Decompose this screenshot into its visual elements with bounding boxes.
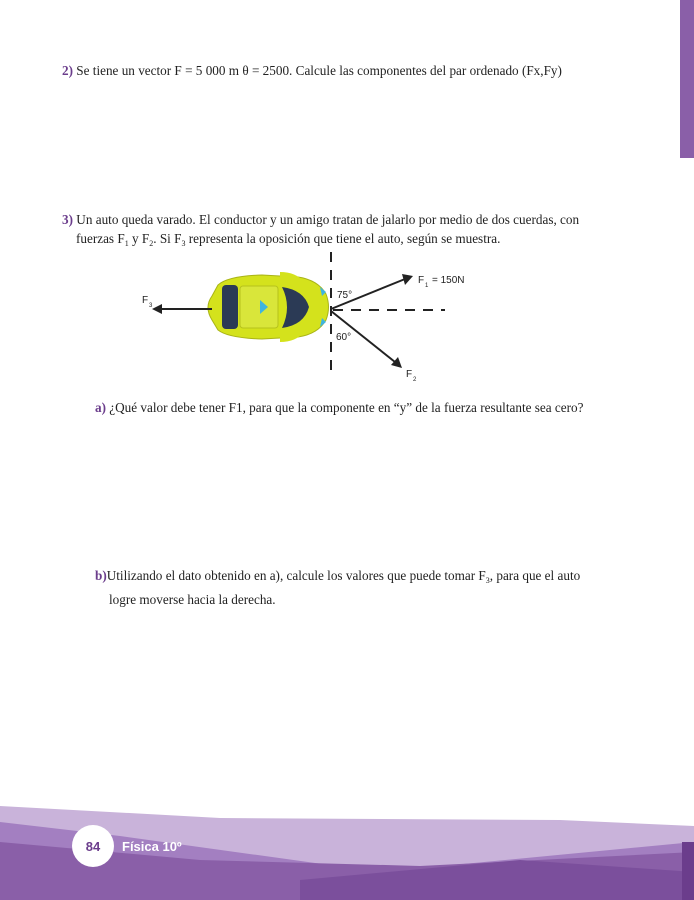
angle-60-label: 60°	[336, 332, 352, 343]
angle-75-label: 75°	[337, 290, 353, 301]
question-3b-line1-end: , para que el auto	[489, 568, 581, 583]
f3-label: F	[142, 295, 149, 306]
car-illustration	[208, 272, 329, 342]
question-3-line2: fuerzas $F_1$ y $F_2$. Si $F_3$ representa la oposición que tiene el auto, según se muestra.	[76, 231, 501, 248]
f2-subscript: 2	[413, 377, 417, 383]
f1-value: = 150N	[432, 275, 465, 286]
f3-arrowhead	[152, 304, 162, 314]
book-title: Física 10º	[122, 839, 182, 854]
question-3-number: 3)	[62, 212, 73, 227]
question-3b-subscript: 3	[485, 576, 490, 585]
question-3b-line2: logre moverse hacia la derecha.	[109, 592, 276, 607]
question-2-number: 2)	[62, 63, 73, 78]
question-3b	[95, 566, 615, 609]
f1-subscript: 1	[425, 283, 429, 289]
f2-label: F	[406, 369, 413, 380]
f1-label: F	[418, 275, 425, 286]
f2-arrowhead	[391, 357, 402, 368]
question-3a-label: a)	[95, 400, 106, 415]
f3-subscript: 3	[149, 303, 153, 309]
question-3-line1: Un auto queda varado. El conductor y un amigo tratan de jalarlo por medio de dos cuerdas, con	[76, 212, 580, 227]
question-3a	[95, 398, 615, 417]
question-3b-line1: Utilizando el dato obtenido en a), calcule los valores que puede tomar F	[106, 568, 486, 583]
question-3a-text: ¿Qué valor debe tener F1, para que la componente en “y” de la fuerza resultante sea cero?	[109, 400, 584, 415]
question-2-text: Se tiene un vector F = 5 000 m θ = 2500. Calcule las componentes del par ordenado (Fx,Fy)	[76, 63, 562, 78]
page-number: 84	[85, 839, 101, 854]
question-3b-label: b)	[95, 568, 107, 583]
f1-arrowhead	[402, 274, 413, 285]
